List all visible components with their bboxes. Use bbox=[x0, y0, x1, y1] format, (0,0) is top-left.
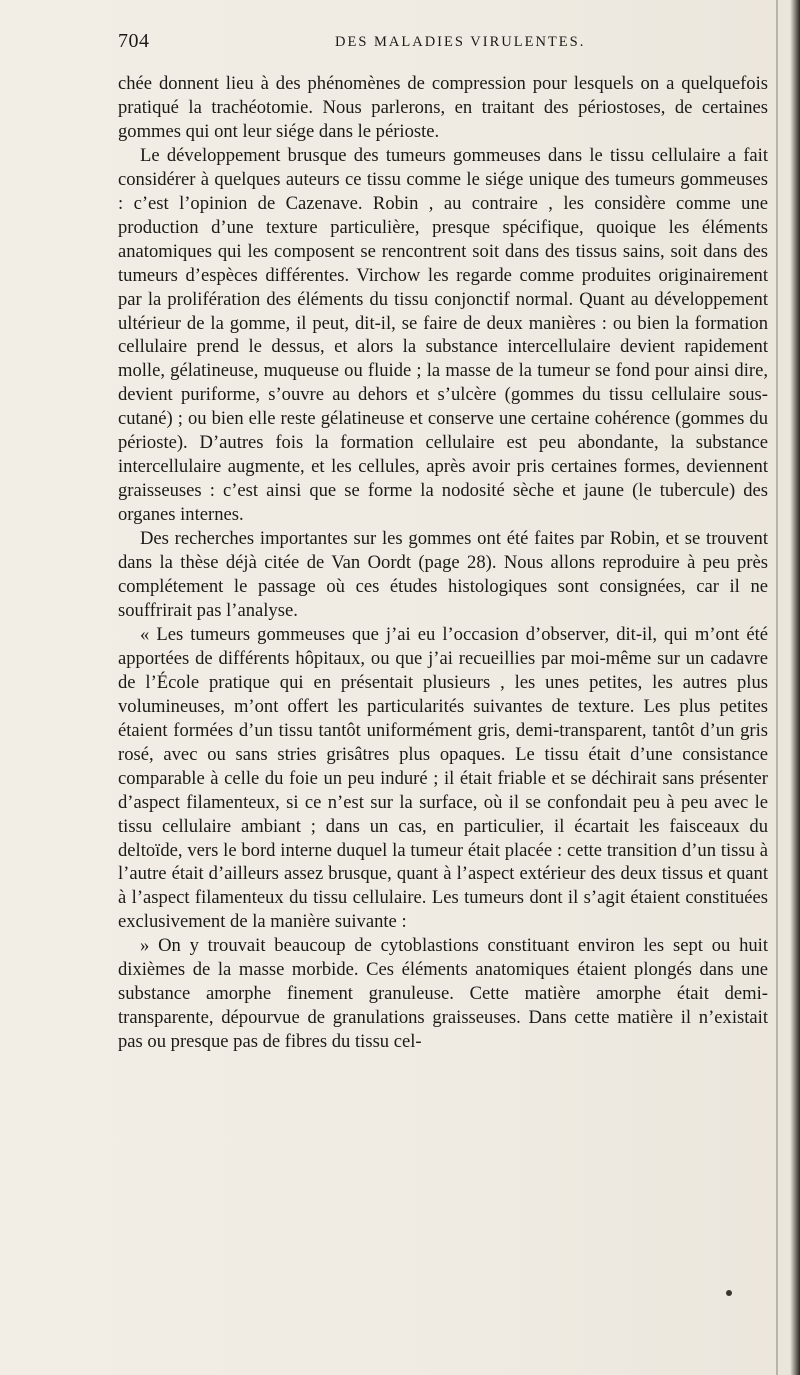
scan-edge bbox=[790, 0, 800, 1375]
paragraph-continuation: chée donnent lieu à des phénomènes de compression pour lesquels on a quelquefois pratiqué la trachéotomie. Nous parlerons, en traitant des périostoses, de certaines gommes qui ont leur siége dans le périoste. bbox=[118, 73, 768, 142]
paragraph-tumeurs-gommeuses: Le développement brusque des tumeurs gommeuses dans le tissu cellulaire a fait considérer à quelques auteurs ce tissu comme le siége unique des tumeurs gommeuses : c’est l’opinion de Cazenave. Robin , au contraire , les considère comme une production d’une texture particulière, presque spécifique, quoique les éléments anatomiques qui les composent se rencontrent soit dans des tissus sains, soit dans des tumeurs d’espèces différentes. Virchow les regarde comme produites originairement par la prolifération des éléments du tissu conjonctif normal. Quant au développement ultérieur de la gomme, il peut, dit-il, se faire de deux manières : ou bien la formation cellulaire prend le dessus, et alors la substance intercellulaire devient rapidement molle, gélatineuse, muqueuse ou fluide ; la masse de la tumeur se fond pour ainsi dire, devient puriforme, s’ouvre au dehors et s’ulcère (gommes du tissu cellulaire sous-cutané) ; ou bien elle reste gélatineuse et conserve une certaine cohérence (gommes du périoste). D’autres fois la formation cellulaire est peu abondante, la substance intercellulaire augmente, et les cellules, après avoir pris certaines formes, deviennent graisseuses : c’est ainsi que se forme la nodosité sèche et jaune (le tubercule) des organes internes. bbox=[118, 144, 768, 526]
running-head: DES MALADIES VIRULENTES. bbox=[335, 34, 586, 50]
ink-spot bbox=[726, 1290, 732, 1296]
page-number: 704 bbox=[118, 30, 150, 52]
paragraph-recherches-robin: Des recherches importantes sur les gommes ont été faites par Robin, et se trouvent dans la thèse déjà citée de Van Oordt (page 28). Nous allons reproduire à peu près complétement le passage où ces études histologiques sont consignées, car il ne souffrirait pas l’analyse. bbox=[118, 528, 768, 621]
page-fold-line bbox=[776, 0, 778, 1375]
paragraph-quote-observations: « Les tumeurs gommeuses que j’ai eu l’occasion d’observer, dit-il, qui m’ont été apportées de différents hôpitaux, ou que j’ai recueillies par moi-même sur un cadavre de l’École pratique qui en présentait plusieurs , les unes petites, les autres plus volumineuses, m’ont offert les particularités suivantes de texture. Les plus petites étaient formées d’un tissu tantôt uniformément gris, demi-transparent, tantôt d’un gris rosé, avec ou sans stries grisâtres plus opaques. Le tissu était d’une consistance comparable à celle du foie un peu induré ; il était friable et se déchirait sans présenter d’aspect filamenteux, si ce n’est sur la surface, où il se confondait peu à peu avec le tissu cellulaire ambiant ; dans un cas, en particulier, il écartait les faisceaux du deltoïde, vers le bord interne duquel la tumeur était placée : cette transition d’un tissu à l’autre était d’ailleurs assez brusque, quant à l’aspect extérieur des deux tissus et quant à l’aspect filamenteux du tissu cellulaire. Les tumeurs dont il s’agit étaient constituées exclusivement de la manière suivante : bbox=[118, 623, 768, 933]
paragraph-quote-cytoblastions: » On y trouvait beaucoup de cytoblastions constituant environ les sept ou huit dixièmes de la masse morbide. Ces éléments anatomiques étaient plongés dans une substance amorphe finement granuleuse. Cette matière amorphe était demi-transparente, dépourvue de granulations graisseuses. Dans cette matière il n’existait pas ou presque pas de fibres du tissu cel- bbox=[118, 935, 768, 1053]
page-header bbox=[118, 30, 768, 56]
body-text bbox=[118, 72, 768, 1054]
